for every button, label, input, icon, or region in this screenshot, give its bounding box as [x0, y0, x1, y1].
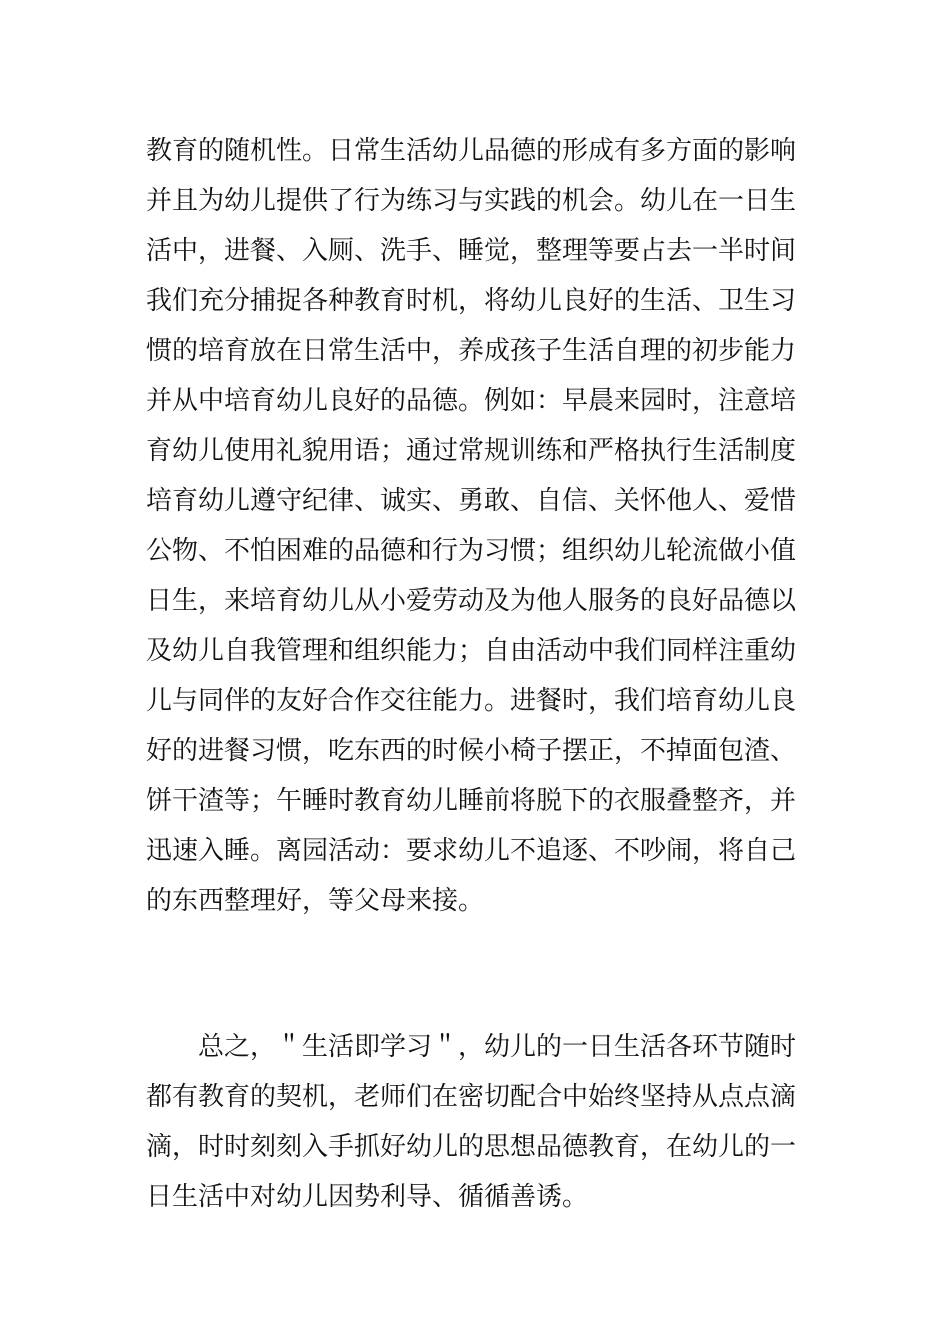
- text-line: 日生活中对幼儿因势利导、循循善诱。: [146, 1182, 589, 1212]
- text-line: 教育的随机性。日常生活幼儿品德的形成有多方面的影响: [146, 136, 797, 166]
- text-line: 的东西整理好，等父母来接。: [146, 886, 485, 916]
- text-line: 都有教育的契机，老师们在密切配合中始终坚持从点点滴: [146, 1082, 797, 1112]
- text-line: 并且为幼儿提供了行为练习与实践的机会。幼儿在一日生: [146, 186, 797, 216]
- text-line: 培育幼儿遵守纪律、诚实、勇敢、自信、关怀他人、爱惜: [146, 486, 797, 516]
- text-line: 惯的培育放在日常生活中，养成孩子生活自理的初步能力: [146, 336, 797, 366]
- text-line: 迅速入睡。离园活动：要求幼儿不追逐、不吵闹，将自己: [146, 836, 797, 866]
- text-line: 好的进餐习惯，吃东西的时候小椅子摆正，不掉面包渣、: [146, 736, 797, 766]
- body-paragraph-1: [146, 126, 808, 926]
- text-line: 儿与同伴的友好合作交往能力。进餐时，我们培育幼儿良: [146, 686, 797, 716]
- text-line: 并从中培育幼儿良好的品德。例如：早晨来园时，注意培: [146, 386, 797, 416]
- text-line: 活中，进餐、入厕、洗手、睡觉，整理等要占去一半时间: [146, 236, 797, 266]
- text-line: 育幼儿使用礼貌用语；通过常规训练和严格执行生活制度: [146, 436, 797, 466]
- body-paragraph-2: [146, 1022, 808, 1222]
- text-line: 公物、不怕困难的品德和行为习惯；组织幼儿轮流做小值: [146, 536, 797, 566]
- text-line: 我们充分捕捉各种教育时机，将幼儿良好的生活、卫生习: [146, 286, 797, 316]
- text-line: 总之，＂生活即学习＂，幼儿的一日生活各环节随时: [198, 1032, 797, 1062]
- text-line: 滴，时时刻刻入手抓好幼儿的思想品德教育，在幼儿的一: [146, 1132, 797, 1162]
- text-line: 饼干渣等；午睡时教育幼儿睡前将脱下的衣服叠整齐，并: [146, 786, 797, 816]
- text-line: 日生，来培育幼儿从小爱劳动及为他人服务的良好品德以: [146, 586, 797, 616]
- text-line: 及幼儿自我管理和组织能力；自由活动中我们同样注重幼: [146, 636, 797, 666]
